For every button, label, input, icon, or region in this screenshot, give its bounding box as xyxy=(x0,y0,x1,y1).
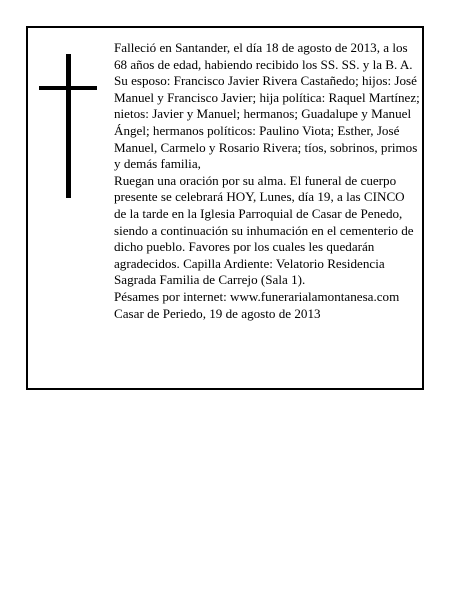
place-and-date: Casar de Periedo, 19 de agosto de 2013 xyxy=(114,305,321,321)
latin-cross-icon xyxy=(39,54,97,198)
family-list: Su esposo: Francisco Javier Rivera Castañedo; hijos: José Manuel y Francisco Javier; hija política: Raquel Martínez; nietos: Javier y Manuel; hermanos; Guadalupe y Manuel Ángel; hermanos políticos: Paulino Viota; Esther, José Manuel, Carmelo y Rosario Rivera; tíos, sobrinos, primos y demás familia, xyxy=(114,73,420,172)
cross-vertical-bar xyxy=(66,54,71,198)
condolences-website: Pésames por internet: www.funerarialamontanesa.com xyxy=(114,288,400,304)
obituary-notice xyxy=(26,26,424,390)
death-announcement: Falleció en Santander, el día 18 de agosto de 2013, a los 68 años de edad, habiendo recibido los SS. SS. y la B. A. xyxy=(114,40,413,72)
obituary-text xyxy=(114,40,420,322)
cross-horizontal-bar xyxy=(39,86,97,90)
funeral-details: Ruegan una oración por su alma. El funeral de cuerpo presente se celebrará HOY, Lunes, día 19, a las CINCO de la tarde en la Iglesia Parroquial de Casar de Penedo, siendo a continuación su inhumación en el cementerio de dicho pueblo. Favores por los cuales les quedarán agradecidos. Capilla Ardiente: Velatorio Residencia Sagrada Familia de Carrejo (Sala 1). xyxy=(114,172,414,288)
